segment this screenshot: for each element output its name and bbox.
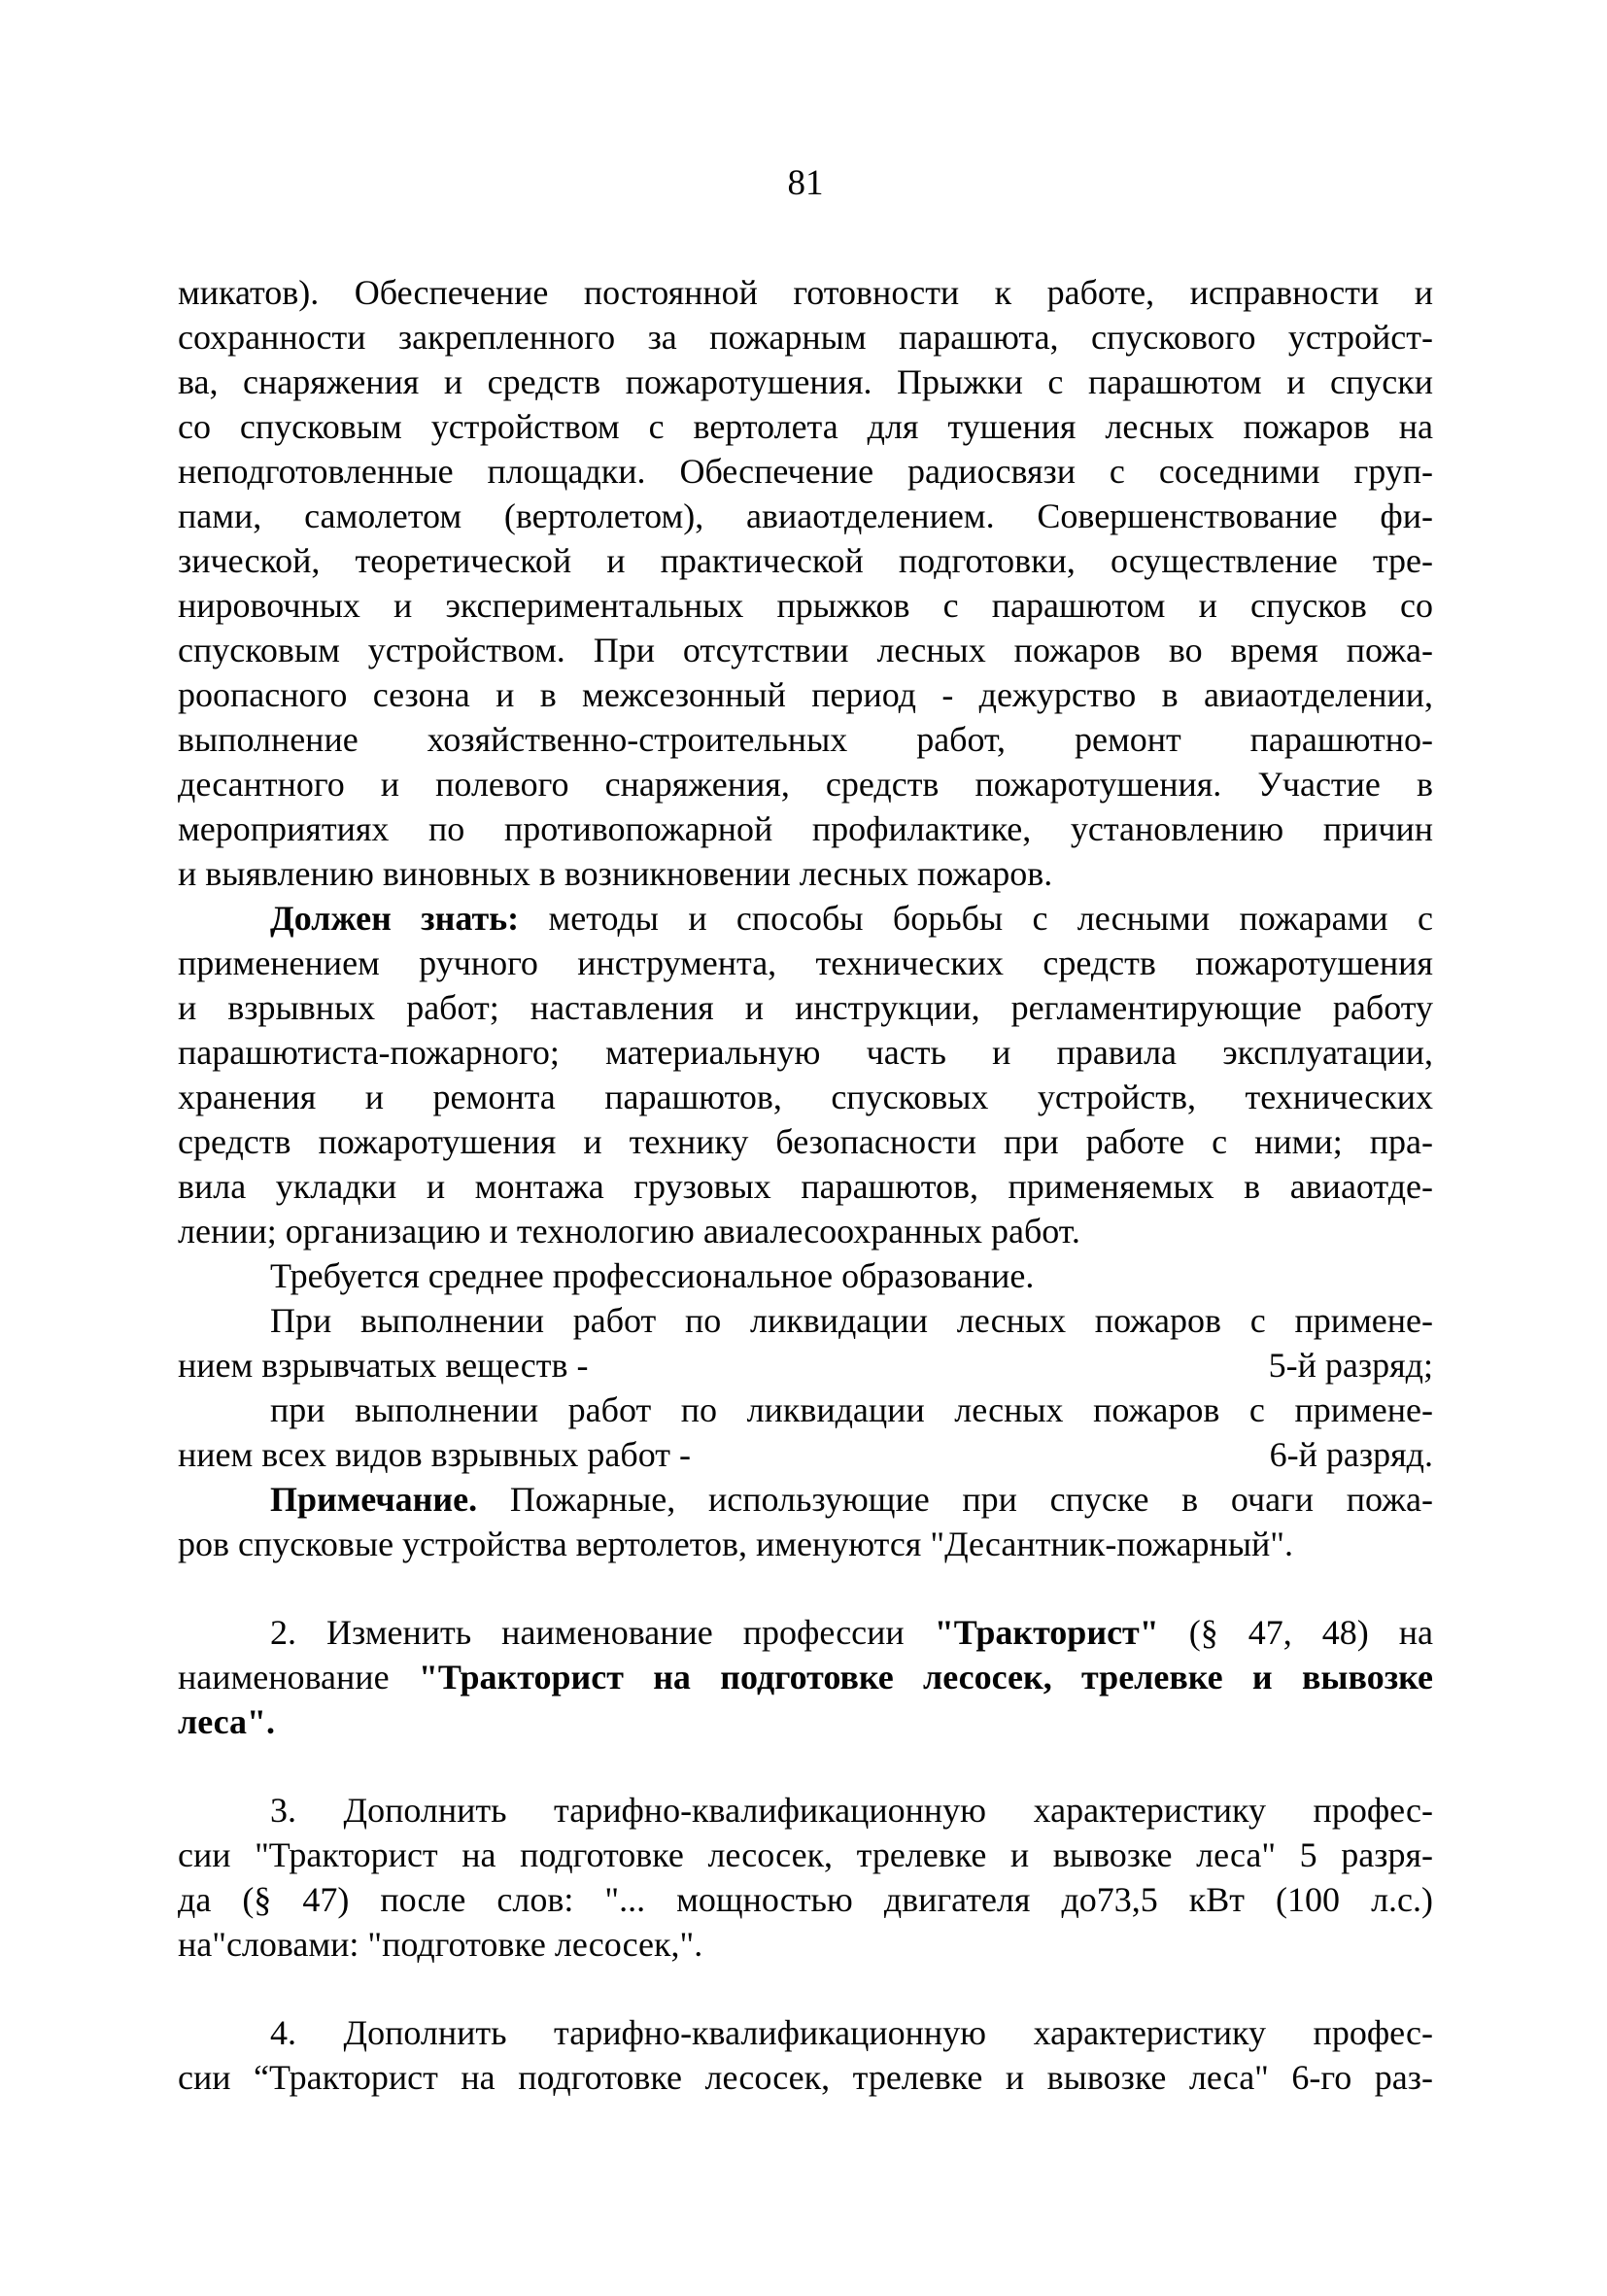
text-segment: применением ручного инструмента, технических средств пожаротушения <box>178 943 1433 982</box>
split-left-text: нием всех видов взрывных работ - <box>178 1435 691 1474</box>
text-segment: 2. Изменить наименование профессии <box>270 1613 935 1652</box>
text-segment: хранения и ремонта парашютов, спусковых устройств, технических <box>178 1078 1433 1116</box>
text-line <box>178 896 1433 941</box>
text-line <box>178 806 1433 851</box>
bold-text-segment: Должен знать: <box>270 899 520 938</box>
split-left-text: нием взрывчатых веществ - <box>178 1346 589 1385</box>
text-line <box>178 494 1433 538</box>
text-segment: парашютиста-пожарного; материальную часть и правила эксплуатации, <box>178 1033 1433 1072</box>
text-line <box>178 538 1433 583</box>
text-line <box>178 449 1433 494</box>
text-line <box>178 583 1433 628</box>
text-segment: при выполнении работ по ликвидации лесных пожаров с примене- <box>270 1390 1433 1429</box>
paragraph-gap <box>178 1744 1433 1788</box>
text-segment: сии "Тракторист на подготовке лесосек, трелевке и вывозке леса" 5 разря- <box>178 1835 1433 1874</box>
document-text-block <box>178 270 1433 2100</box>
text-segment: ва, снаряжения и средств пожаротушения. Прыжки с парашютом и спуски <box>178 362 1433 401</box>
text-line <box>178 2010 1433 2055</box>
text-segment: методы и способы борьбы с лесными пожарами с <box>519 899 1433 938</box>
text-segment: выполнение хозяйственно-строительных работ, ремонт парашютно- <box>178 720 1433 759</box>
text-line <box>178 1655 1433 1699</box>
text-line <box>178 985 1433 1030</box>
text-segment: ров спусковые устройства вертолетов, именуются "Десантник-пожарный". <box>178 1525 1293 1563</box>
text-segment: При выполнении работ по ликвидации лесных пожаров с примене- <box>270 1301 1433 1340</box>
text-segment: лении; организацию и технологию авиалесоохранных работ. <box>178 1212 1080 1251</box>
text-segment: на"словами: "подготовке лесосек,". <box>178 1925 703 1964</box>
text-line <box>178 1119 1433 1164</box>
text-line <box>178 628 1433 672</box>
text-line <box>178 1922 1433 1967</box>
text-segment: Требуется среднее профессиональное образование. <box>270 1256 1035 1295</box>
text-line <box>178 1833 1433 1877</box>
text-line <box>178 717 1433 762</box>
text-segment: микатов). Обеспечение постоянной готовности к работе, исправности и <box>178 273 1433 312</box>
text-segment: мероприятиях по противопожарной профилактике, установлению причин <box>178 809 1433 848</box>
text-line <box>178 1298 1433 1343</box>
text-line <box>178 1610 1433 1655</box>
text-segment: зической, теоретической и практической подготовки, осуществление тре- <box>178 541 1433 580</box>
text-segment: спусковым устройством. При отсутствии лесных пожаров во время пожа- <box>178 631 1433 669</box>
text-line <box>178 315 1433 360</box>
text-line <box>178 270 1433 315</box>
text-line <box>178 404 1433 449</box>
paragraph-gap <box>178 1967 1433 2010</box>
text-line <box>178 1388 1433 1432</box>
text-line <box>178 672 1433 717</box>
text-segment: Пожарные, использующие при спуске в очаги пожа- <box>477 1480 1433 1519</box>
text-segment: десантного и полевого снаряжения, средств пожаротушения. Участие в <box>178 765 1433 804</box>
text-line <box>178 1522 1433 1566</box>
text-line <box>178 1075 1433 1119</box>
text-line <box>178 1699 1433 1744</box>
text-line <box>178 1164 1433 1209</box>
bold-text-segment: Примечание. <box>270 1480 478 1519</box>
text-segment: и взрывных работ; наставления и инструкции, регламентирующие работу <box>178 988 1433 1027</box>
text-segment: сохранности закрепленного за пожарным парашюта, спускового устройст- <box>178 318 1433 357</box>
page-number: 81 <box>787 163 824 203</box>
text-line <box>178 360 1433 404</box>
text-line <box>178 941 1433 985</box>
text-line <box>178 1209 1433 1253</box>
text-segment: вила укладки и монтажа грузовых парашютов, применяемых в авиаотде- <box>178 1167 1433 1206</box>
text-line <box>178 851 1433 896</box>
text-line <box>178 1030 1433 1075</box>
split-right-text: 5-й разряд; <box>1268 1346 1433 1385</box>
bold-text-segment: "Тракторист" <box>934 1613 1159 1652</box>
text-segment: пами, самолетом (вертолетом), авиаотделением. Совершенствование фи- <box>178 497 1433 535</box>
text-line <box>178 1253 1433 1298</box>
text-segment: наименование <box>178 1658 419 1696</box>
text-segment: (§ 47, 48) на <box>1158 1613 1433 1652</box>
text-line <box>178 1877 1433 1922</box>
text-segment: со спусковым устройством с вертолета для тушения лесных пожаров на <box>178 407 1433 446</box>
text-line <box>178 762 1433 806</box>
text-line <box>178 1477 1433 1522</box>
text-line-split <box>178 1343 1433 1388</box>
text-line <box>178 2055 1433 2100</box>
paragraph-gap <box>178 1566 1433 1610</box>
split-right-text: 6-й разряд. <box>1269 1435 1433 1474</box>
text-segment: 4. Дополнить тарифно-квалификационную характеристику профес- <box>270 2013 1433 2052</box>
bold-text-segment: леса". <box>178 1702 276 1741</box>
text-segment: нировочных и экспериментальных прыжков с парашютом и спусков со <box>178 586 1433 625</box>
text-line <box>178 1788 1433 1833</box>
text-segment: да (§ 47) после слов: "... мощностью двигателя до73,5 кВт (100 л.с.) <box>178 1880 1433 1919</box>
text-segment: и выявлению виновных в возникновении лесных пожаров. <box>178 854 1053 893</box>
text-segment: 3. Дополнить тарифно-квалификационную характеристику профес- <box>270 1791 1433 1830</box>
text-line-split <box>178 1432 1433 1477</box>
text-segment: неподготовленные площадки. Обеспечение радиосвязи с соседними груп- <box>178 452 1433 491</box>
text-segment: сии “Тракторист на подготовке лесосек, трелевке и вывозке леса" 6-го раз- <box>178 2058 1433 2097</box>
bold-text-segment: "Тракторист на подготовке лесосек, трелевке и вывозке <box>418 1658 1434 1696</box>
text-segment: средств пожаротушения и технику безопасности при работе с ними; пра- <box>178 1122 1433 1161</box>
text-segment: роопасного сезона и в межсезонный период - дежурство в авиаотделении, <box>178 675 1433 714</box>
